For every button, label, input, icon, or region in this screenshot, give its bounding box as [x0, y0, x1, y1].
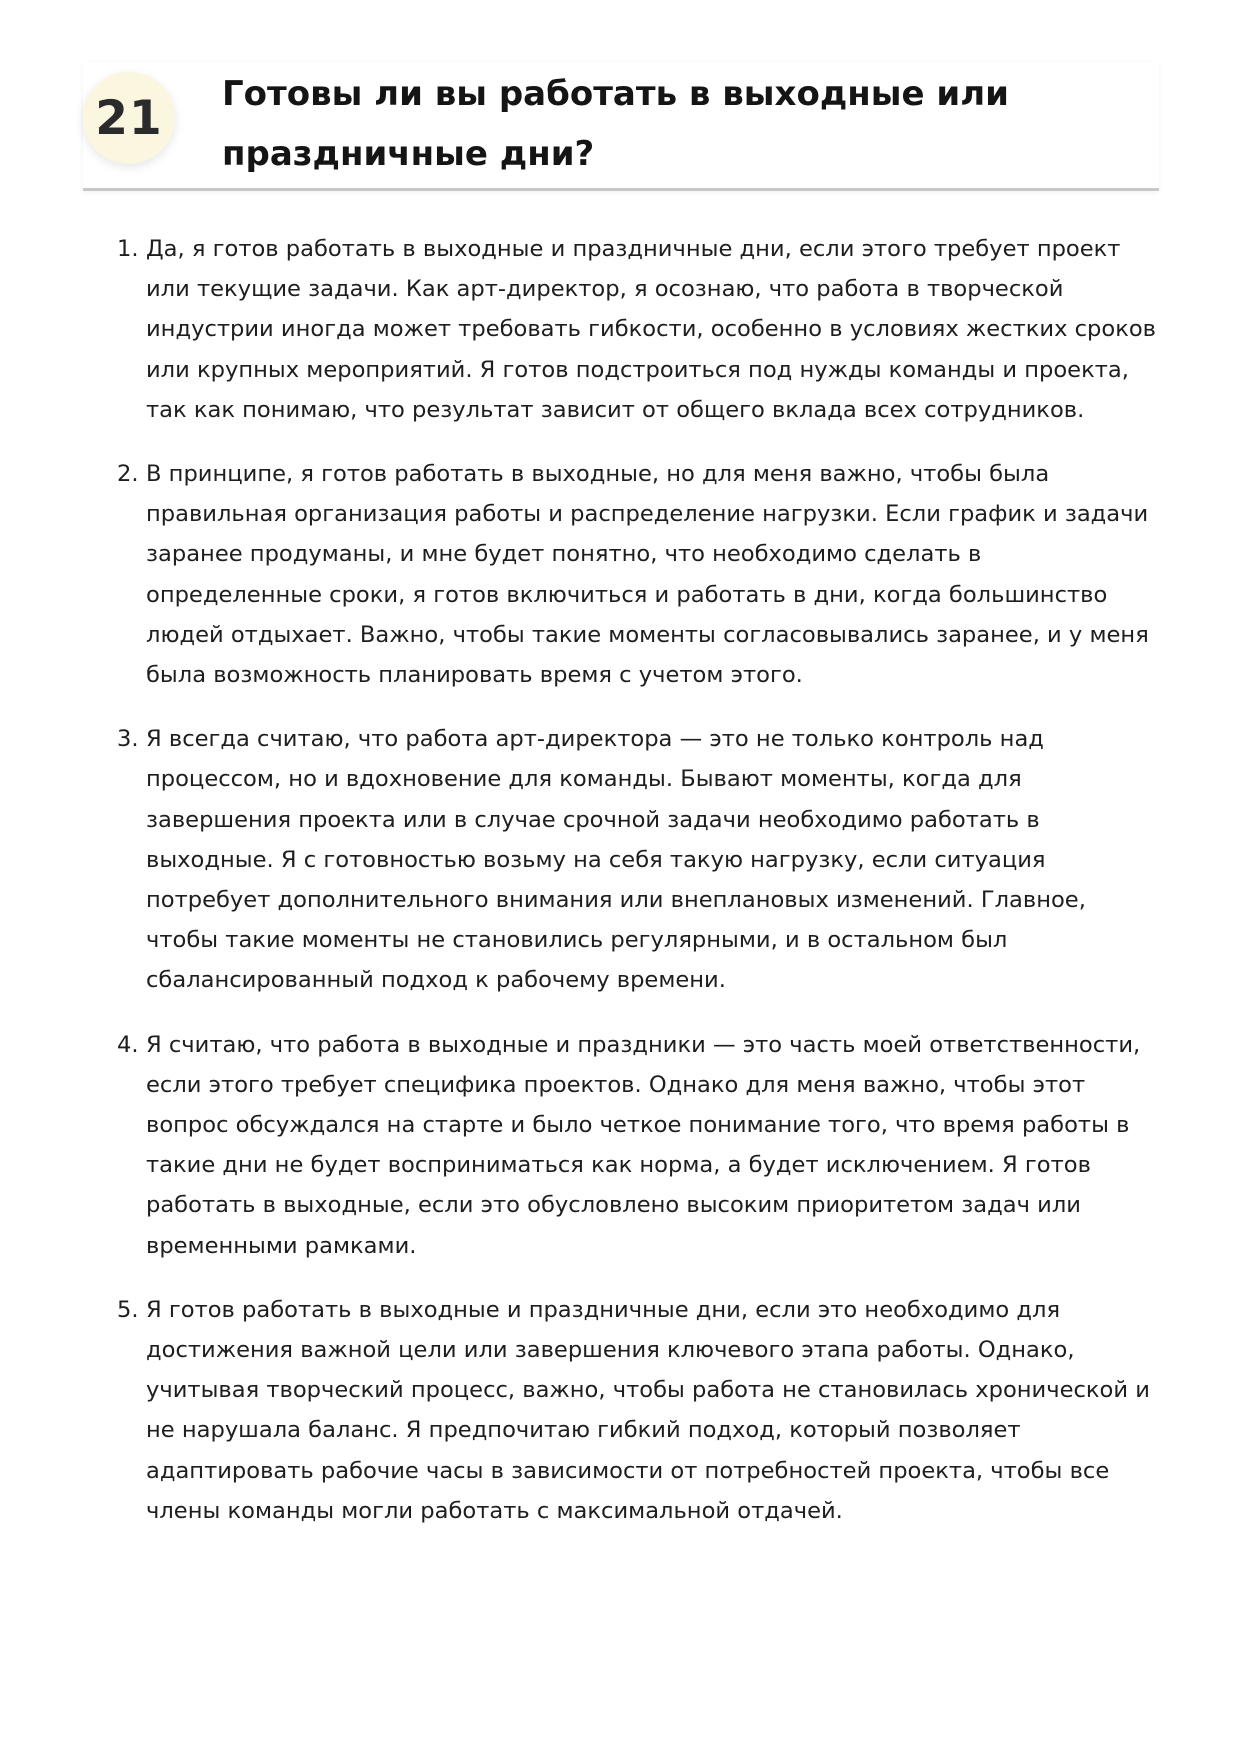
answer-number: 4.: [117, 1031, 139, 1058]
answer-text: Я всегда считаю, что работа арт-директора — это не только контроль над процессом, но и вдохновение для команды. Бывают моменты, когда для завершения проекта или в случае срочной задачи необходимо работать в выходные. Я с готовностью возьму на себя такую нагрузку, если ситуация потребует дополнительного внимания или внеплановых изменений. Главное, чтобы такие моменты не становились регулярными, и в остальном был сбалансированный подход к рабочему времени.: [146, 726, 1086, 994]
answer-item-4: [117, 1025, 1162, 1266]
answer-item-2: [117, 454, 1162, 695]
answer-number: 3.: [117, 726, 139, 753]
answer-text: Да, я готов работать в выходные и праздничные дни, если этого требует проект или текущие задачи. Как арт-директор, я осознаю, что работа в творческой индустрии иногда может требовать гибкости, особенно в условиях жестких сроков или крупных мероприятий. Я готов подстроиться под нужды команды и проекта, так как понимаю, что результат зависит от общего вклада всех сотрудников.: [146, 236, 1157, 423]
answer-item-3: [117, 719, 1162, 1000]
answer-text: Я готов работать в выходные и праздничные дни, если это необходимо для достижения важной цели или завершения ключевого этапа работы. Однако, учитывая творческий процесс, важно, чтобы работа не становилась хронической и не нарушала баланс. Я предпочитаю гибкий подход, который позволяет адаптировать рабочие часы в зависимости от потребностей проекта, чтобы все члены команды могли работать с максимальной отдачей.: [146, 1296, 1150, 1524]
question-header: [83, 62, 1159, 191]
answer-item-1: [117, 229, 1162, 430]
answer-text: В принципе, я готов работать в выходные, но для меня важно, чтобы была правильная организация работы и распределение нагрузки. Если график и задачи заранее продуманы, и мне будет понятно, что необходимо сделать в определенные сроки, я готов включиться и работать в дни, когда большинство людей отдыхает. Важно, чтобы такие моменты согласовывались заранее, и у меня была возможность планировать время с учетом этого.: [146, 461, 1149, 689]
answer-item-5: [117, 1290, 1162, 1531]
question-number-badge: 21: [83, 72, 175, 164]
question-title: Готовы ли вы работать в выходные или праздничные дни?: [222, 74, 1009, 174]
answer-number: 5.: [117, 1296, 139, 1323]
answer-list: [117, 229, 1162, 1555]
answer-text: Я считаю, что работа в выходные и праздники — это часть моей ответственности, если этого требует специфика проектов. Однако для меня важно, чтобы этот вопрос обсуждался на старте и было четкое понимание того, что время работы в такие дни не будет восприниматься как норма, а будет исключением. Я готов работать в выходные, если это обусловлено высоким приоритетом задач или временными рамками.: [146, 1031, 1141, 1259]
answer-number: 1.: [117, 236, 139, 262]
answer-number: 2.: [117, 461, 139, 488]
